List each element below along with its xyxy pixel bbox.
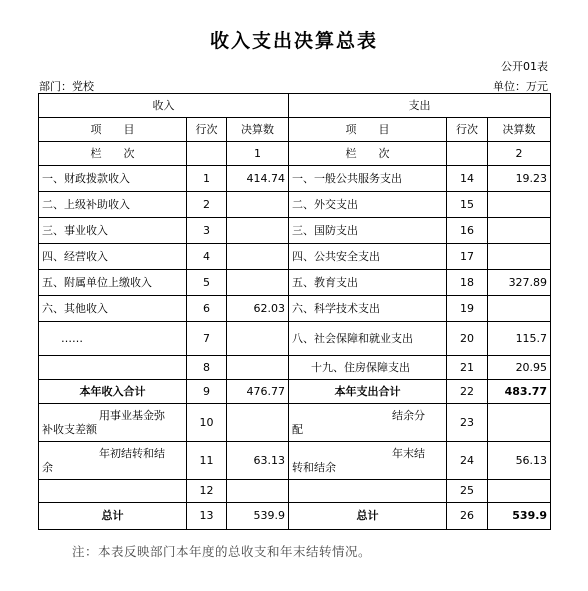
income-item: 一、财政拨款收入 <box>39 166 187 192</box>
expense-fund-item-line1: 结余分 <box>392 408 426 422</box>
income-item <box>39 356 187 380</box>
income-amount: 62.03 <box>227 296 289 322</box>
grand-total-row <box>39 503 551 530</box>
expense-row-number: 17 <box>447 244 488 270</box>
table-row <box>39 218 551 244</box>
expense-item: 四、公共安全支出 <box>289 244 447 270</box>
blank-row <box>39 480 551 503</box>
income-row-number: 2 <box>187 192 227 218</box>
unit-label: 单位：万元 <box>493 80 548 93</box>
expense-column-number: 2 <box>488 142 551 166</box>
expense-amount: 20.95 <box>488 356 551 380</box>
empty-cell <box>289 480 447 503</box>
expense-row-number: 26 <box>447 503 488 530</box>
income-row-number: 4 <box>187 244 227 270</box>
expense-year-total-amount: 483.77 <box>488 380 551 404</box>
empty-cell <box>187 142 227 166</box>
income-row-number: 12 <box>187 480 227 503</box>
expense-carry-item <box>289 442 447 480</box>
expense-carry-item-line1: 年末结 <box>392 446 426 460</box>
department-label: 部门：党校 <box>39 80 94 93</box>
expense-row-number: 14 <box>447 166 488 192</box>
income-amount: 414.74 <box>227 166 289 192</box>
table-row <box>39 322 551 356</box>
footnote: 注：本表反映部门本年度的总收支和年末结转情况。 <box>72 544 372 559</box>
expense-item: 五、教育支出 <box>289 270 447 296</box>
expense-item: 一、一般公共服务支出 <box>289 166 447 192</box>
income-item: 五、附属单位上缴收入 <box>39 270 187 296</box>
expense-item: 二、外交支出 <box>289 192 447 218</box>
income-item: 二、上级补助收入 <box>39 192 187 218</box>
expense-amount: 115.7 <box>488 322 551 356</box>
income-carry-item-line2: 余 <box>42 460 53 474</box>
empty-cell <box>447 142 488 166</box>
income-grand-total-amount: 539.9 <box>227 503 289 530</box>
income-item: 六、其他收入 <box>39 296 187 322</box>
income-row-number: 11 <box>187 442 227 480</box>
income-item: 四、经营收入 <box>39 244 187 270</box>
income-amount <box>227 356 289 380</box>
income-fund-item <box>39 404 187 442</box>
expense-amount <box>488 218 551 244</box>
expense-rowno-header: 行次 <box>447 118 488 142</box>
income-fund-item-line1: 用事业基金弥 <box>99 408 165 422</box>
expense-column-label: 栏 次 <box>289 142 447 166</box>
income-row-number: 1 <box>187 166 227 192</box>
income-amount <box>227 192 289 218</box>
empty-cell <box>488 480 551 503</box>
expense-row-number: 19 <box>447 296 488 322</box>
expense-amount <box>488 404 551 442</box>
expense-carry-amount: 56.13 <box>488 442 551 480</box>
expense-item-header: 项 目 <box>289 118 447 142</box>
budget-table <box>38 93 551 530</box>
income-rowno-header: 行次 <box>187 118 227 142</box>
expense-fund-item <box>289 404 447 442</box>
income-carry-amount: 63.13 <box>227 442 289 480</box>
table-row <box>39 244 551 270</box>
income-row-number: 3 <box>187 218 227 244</box>
expense-item: 十九、住房保障支出 <box>289 356 447 380</box>
expense-row-number: 18 <box>447 270 488 296</box>
income-column-number: 1 <box>227 142 289 166</box>
expense-row-number: 20 <box>447 322 488 356</box>
income-amount <box>227 218 289 244</box>
expense-section-header: 支出 <box>289 94 551 118</box>
expense-amount: 327.89 <box>488 270 551 296</box>
page-title: 收入支出决算总表 <box>209 30 378 52</box>
income-amount <box>227 244 289 270</box>
income-item: …… <box>39 322 187 356</box>
income-row-number: 8 <box>187 356 227 380</box>
income-item-header: 项 目 <box>39 118 187 142</box>
income-year-total-amount: 476.77 <box>227 380 289 404</box>
income-row-number: 7 <box>187 322 227 356</box>
expense-amount: 19.23 <box>488 166 551 192</box>
expense-item: 八、社会保障和就业支出 <box>289 322 447 356</box>
header-row-sections <box>39 94 551 118</box>
income-row-number: 10 <box>187 404 227 442</box>
expense-grand-total-amount: 539.9 <box>488 503 551 530</box>
table-row <box>39 296 551 322</box>
expense-row-number: 25 <box>447 480 488 503</box>
income-amount <box>227 270 289 296</box>
expense-row-number: 24 <box>447 442 488 480</box>
expense-row-number: 15 <box>447 192 488 218</box>
income-fund-item-line2: 补收支差额 <box>42 422 97 436</box>
column-index-row <box>39 142 551 166</box>
income-column-label: 栏 次 <box>39 142 187 166</box>
income-row-number: 13 <box>187 503 227 530</box>
expense-row-number: 23 <box>447 404 488 442</box>
expense-grand-total-label: 总计 <box>289 503 447 530</box>
expense-row-number: 16 <box>447 218 488 244</box>
income-year-total-label: 本年收入合计 <box>39 380 187 404</box>
expense-amount-header: 决算数 <box>488 118 551 142</box>
income-amount <box>227 322 289 356</box>
income-carry-item-line1: 年初结转和结 <box>99 446 165 460</box>
carry-over-row <box>39 442 551 480</box>
form-number: 公开01表 <box>501 60 548 73</box>
expense-amount <box>488 296 551 322</box>
expense-fund-item-line2: 配 <box>292 422 304 436</box>
expense-carry-item-line2: 转和结余 <box>292 460 337 474</box>
table-row <box>39 192 551 218</box>
header-row-columns <box>39 118 551 142</box>
income-grand-total-label: 总计 <box>39 503 187 530</box>
income-amount <box>227 404 289 442</box>
expense-amount <box>488 244 551 270</box>
fund-row <box>39 404 551 442</box>
expense-item: 六、科学技术支出 <box>289 296 447 322</box>
income-row-number: 5 <box>187 270 227 296</box>
expense-row-number: 21 <box>447 356 488 380</box>
income-row-number: 9 <box>187 380 227 404</box>
income-section-header: 收入 <box>39 94 289 118</box>
expense-year-total-label: 本年支出合计 <box>289 380 447 404</box>
table-row <box>39 166 551 192</box>
year-total-row <box>39 380 551 404</box>
empty-cell <box>227 480 289 503</box>
income-amount-header: 决算数 <box>227 118 289 142</box>
table-row <box>39 270 551 296</box>
income-carry-item <box>39 442 187 480</box>
income-row-number: 6 <box>187 296 227 322</box>
expense-item: 三、国防支出 <box>289 218 447 244</box>
empty-cell <box>39 480 187 503</box>
expense-row-number: 22 <box>447 380 488 404</box>
table-row <box>39 356 551 380</box>
income-item: 三、事业收入 <box>39 218 187 244</box>
expense-amount <box>488 192 551 218</box>
